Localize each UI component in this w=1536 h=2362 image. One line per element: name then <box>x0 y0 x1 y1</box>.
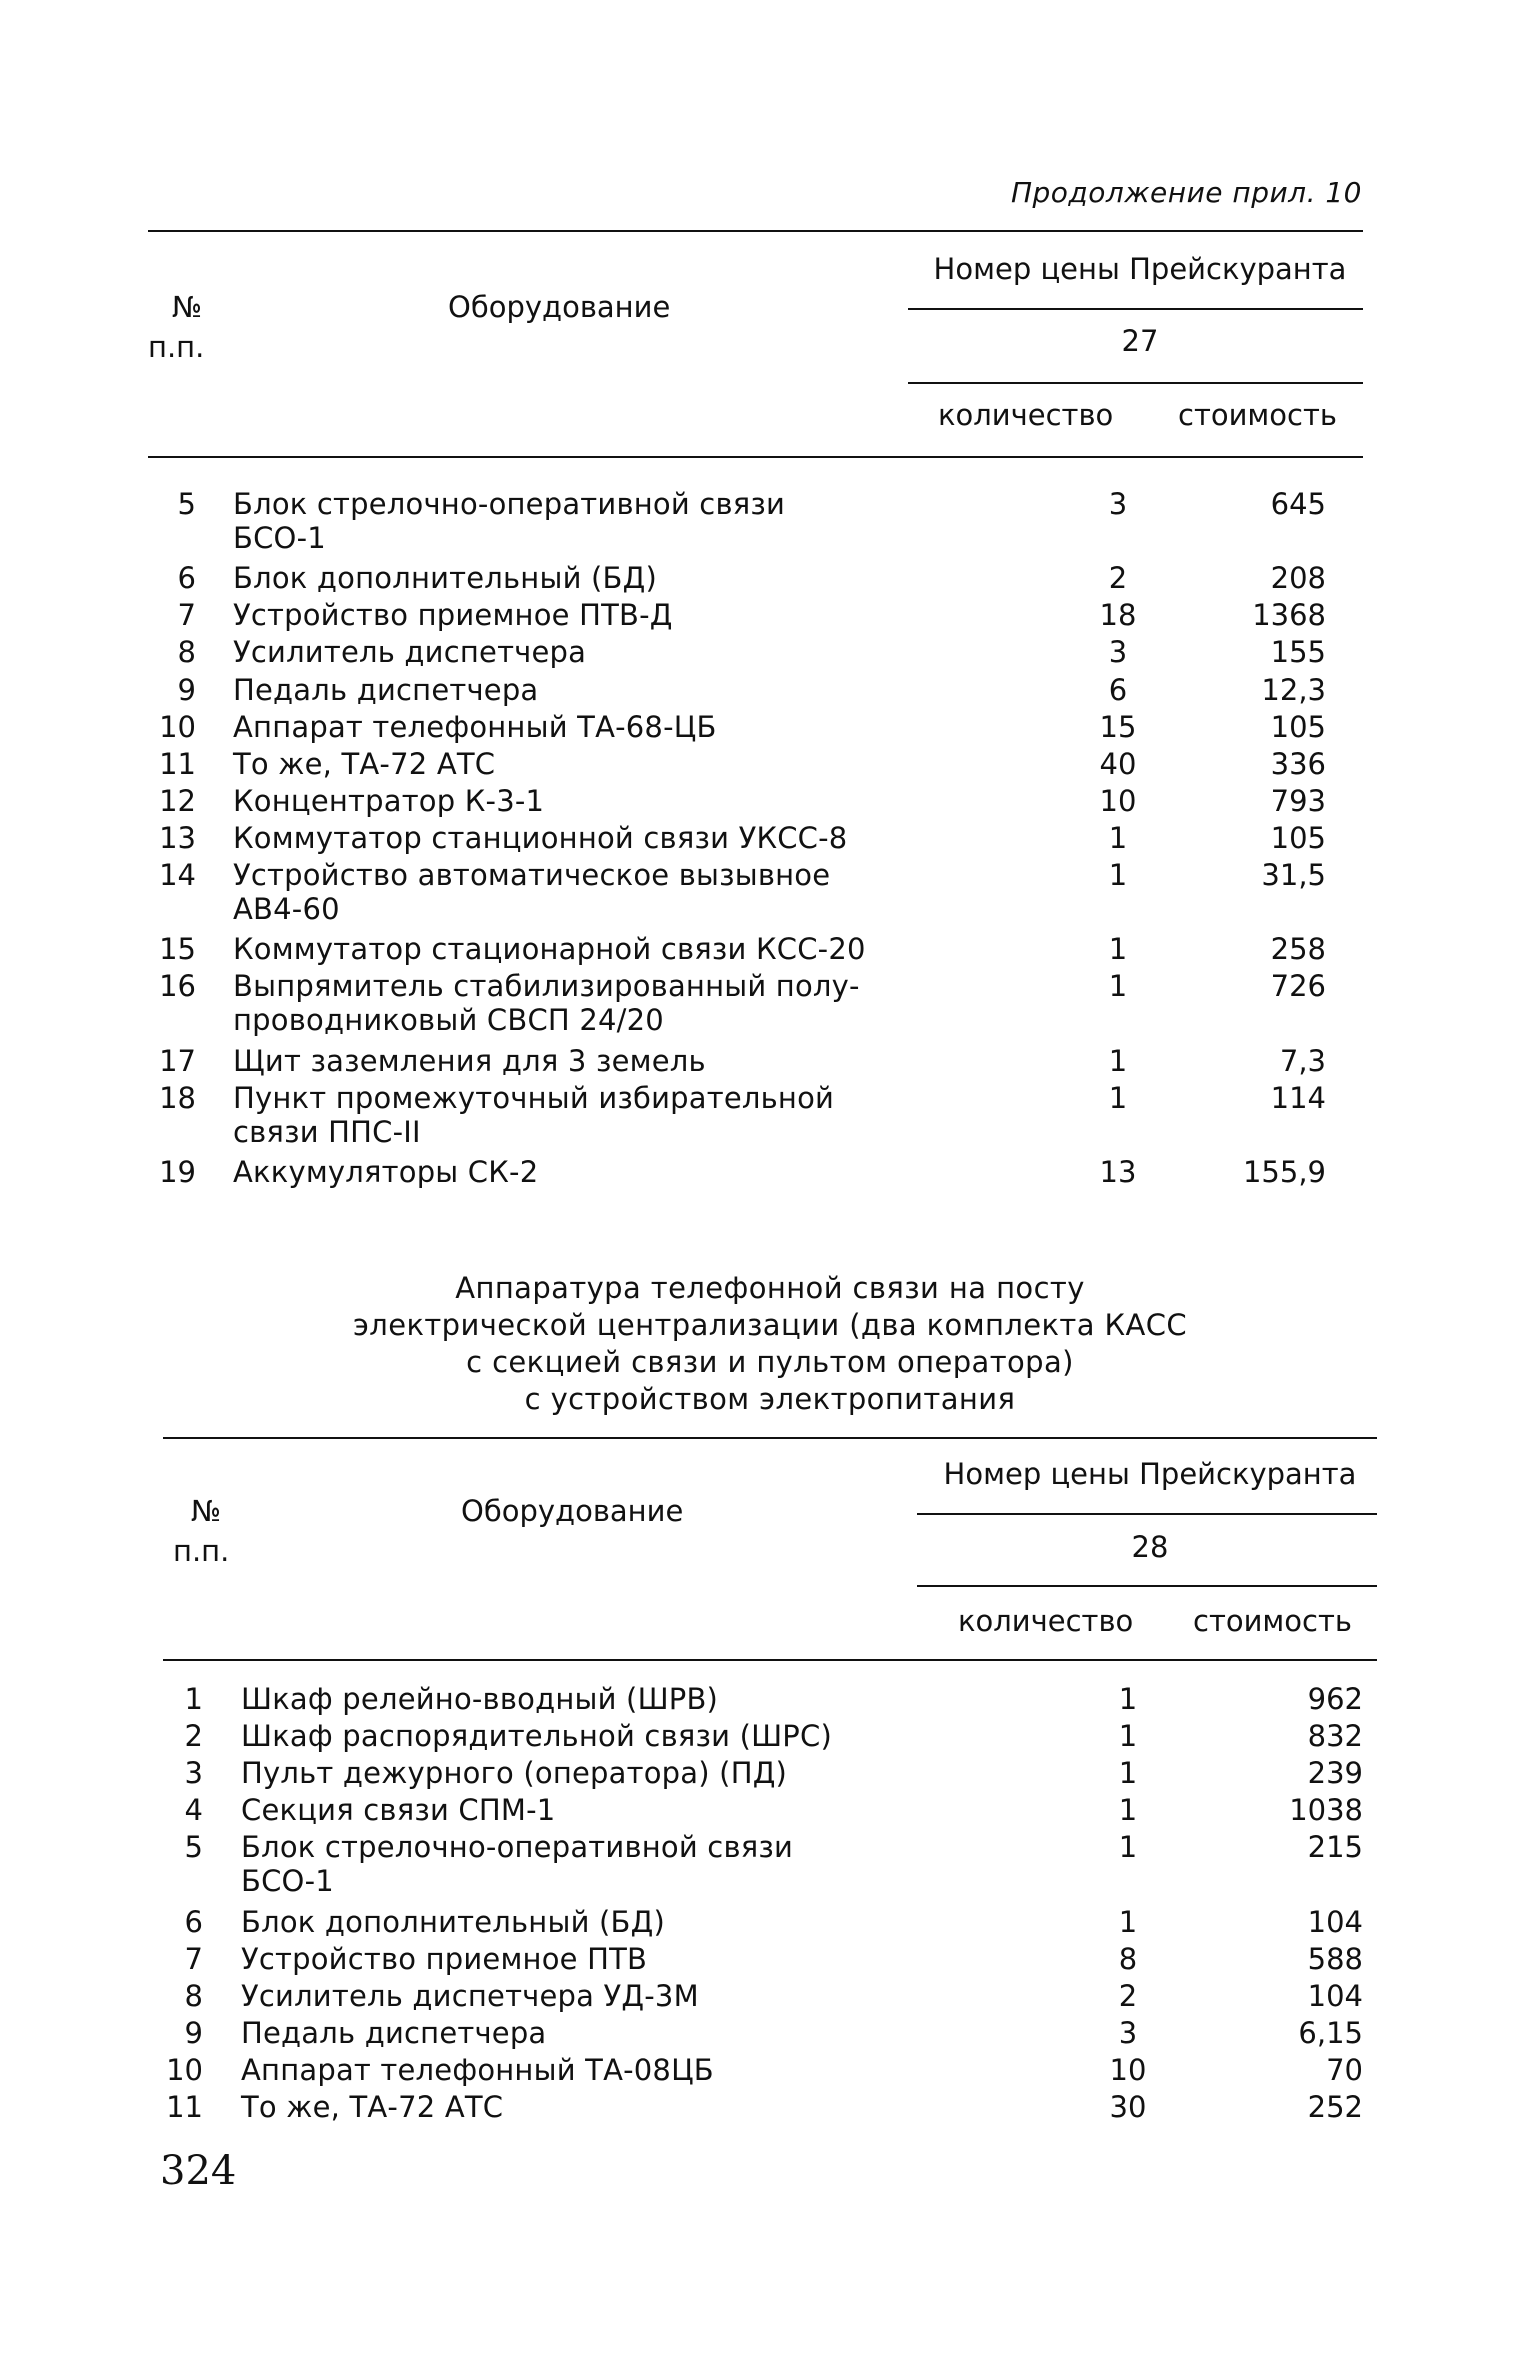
col-header-price-number: 27 <box>1121 324 1159 358</box>
equipment-name-line: Устройство приемное ПТВ <box>241 1941 648 1976</box>
equipment-name <box>233 598 673 632</box>
quantity-cell: 1 <box>1118 1719 1138 1754</box>
equipment-name <box>233 561 657 595</box>
row-number: 4 <box>184 1793 203 1828</box>
cost-cell: 588 <box>1307 1941 1363 1976</box>
row-number: 18 <box>159 1080 196 1115</box>
cost-cell: 155,9 <box>1242 1154 1326 1189</box>
equipment-name <box>241 1905 665 1939</box>
section-title-line: Аппаратура телефонной связи на посту <box>455 1271 1085 1305</box>
cost-cell: 7,3 <box>1279 1043 1326 1078</box>
row-number: 11 <box>159 746 196 781</box>
equipment-name-line: Аппарат телефонный ТА-08ЦБ <box>241 2053 714 2087</box>
equipment-name <box>233 1155 538 1189</box>
equipment-name-line: Аккумуляторы СК-2 <box>233 1154 539 1189</box>
row-number: 12 <box>159 783 196 818</box>
quantity-cell: 10 <box>1099 783 1137 818</box>
header-rule-2 <box>917 1585 1377 1587</box>
col-header-no: № <box>191 1494 222 1528</box>
header-rule-1 <box>917 1513 1377 1515</box>
equipment-name <box>241 2016 546 2050</box>
cost-cell: 1368 <box>1252 598 1326 633</box>
quantity-cell: 1 <box>1118 1904 1138 1939</box>
quantity-cell: 1 <box>1118 1793 1138 1828</box>
cost-cell: 6,15 <box>1298 2015 1363 2050</box>
equipment-name-line: Усилитель диспетчера <box>233 635 587 670</box>
quantity-cell: 8 <box>1118 1941 1138 1976</box>
quantity-cell: 1 <box>1108 820 1128 855</box>
row-number: 7 <box>177 598 196 633</box>
cost-cell: 104 <box>1307 1978 1363 2013</box>
row-number: 17 <box>159 1043 196 1078</box>
equipment-name-line: БСО-1 <box>241 1864 334 1899</box>
cost-cell: 208 <box>1270 561 1326 596</box>
row-number: 15 <box>159 932 196 967</box>
equipment-name-line: Педаль диспетчера <box>233 672 539 707</box>
equipment-name-line: Блок стрелочно-оперативной связи <box>233 487 786 521</box>
equipment-name-line: Устройство автоматическое вызывное <box>233 858 831 892</box>
quantity-cell: 1 <box>1118 1756 1138 1791</box>
cost-cell: 105 <box>1270 709 1326 744</box>
quantity-cell: 2 <box>1118 1978 1138 2013</box>
quantity-cell: 13 <box>1099 1154 1137 1189</box>
col-header-no: № <box>172 290 203 324</box>
equipment-name <box>233 635 586 669</box>
page-number: 324 <box>160 2148 237 2194</box>
cost-cell: 962 <box>1307 1682 1363 1716</box>
equipment-name-line: Коммутатор станционной связи УКСС-8 <box>233 820 848 855</box>
equipment-name <box>233 710 717 744</box>
equipment-name-line: БСО-1 <box>233 521 326 555</box>
section-title-line: с секцией связи и пультом оператора) <box>466 1345 1074 1379</box>
quantity-cell: 3 <box>1118 2015 1138 2050</box>
cost-cell: 105 <box>1270 820 1326 855</box>
equipment-name-line: Секция связи СПМ-1 <box>241 1793 556 1828</box>
quantity-cell: 40 <box>1099 746 1137 781</box>
section-title-line: электрической централизации (два комплекта КАСС <box>352 1308 1188 1342</box>
equipment-name <box>233 747 495 781</box>
equipment-name-line: Коммутатор стационарной связи КСС-20 <box>233 932 866 967</box>
equipment-name-line: Выпрямитель стабилизированный полу- <box>233 969 860 1004</box>
quantity-cell: 1 <box>1118 1830 1138 1865</box>
equipment-name <box>241 2090 503 2124</box>
equipment-name-line: Концентратор К-3-1 <box>233 783 545 818</box>
row-number: 3 <box>184 1756 203 1791</box>
quantity-cell: 1 <box>1108 1043 1128 1078</box>
equipment-name-line: Блок дополнительный (БД) <box>241 1904 666 1939</box>
row-number: 1 <box>184 1682 203 1716</box>
quantity-cell: 30 <box>1109 2090 1147 2125</box>
row-number: 5 <box>177 487 196 521</box>
quantity-cell: 10 <box>1109 2053 1147 2087</box>
row-number: 5 <box>184 1830 203 1865</box>
equipment-name-line: связи ППС-II <box>233 1114 421 1149</box>
col-header-quantity: количество <box>958 1604 1134 1638</box>
table-top-rule <box>163 1437 1377 1439</box>
equipment-name-line: Шкаф релейно-вводный (ШРВ) <box>241 1682 719 1716</box>
equipment-name-line: То же, ТА-72 АТС <box>233 746 496 781</box>
equipment-name-line: Усилитель диспетчера УД-3М <box>241 1978 699 2013</box>
quantity-cell: 1 <box>1108 969 1128 1004</box>
equipment-name <box>241 1979 699 2013</box>
cost-cell: 1038 <box>1289 1793 1363 1828</box>
row-number: 11 <box>166 2090 203 2125</box>
quantity-cell: 2 <box>1108 561 1128 596</box>
equipment-name-line: Педаль диспетчера <box>241 2015 547 2050</box>
header-bottom-rule <box>163 1659 1377 1661</box>
row-number: 7 <box>184 1941 203 1976</box>
cost-cell: 31,5 <box>1261 858 1326 892</box>
price-table-28 <box>163 1437 1377 2137</box>
col-header-equipment: Оборудование <box>448 290 671 324</box>
equipment-name-line: Пульт дежурного (оператора) (ПД) <box>241 1756 788 1791</box>
equipment-name <box>233 784 544 818</box>
quantity-cell: 3 <box>1108 487 1128 521</box>
equipment-name <box>233 1081 834 1149</box>
section-title-line: с устройством электропитания <box>524 1382 1016 1416</box>
equipment-name <box>241 2053 714 2087</box>
equipment-name <box>241 1942 647 1976</box>
row-number: 8 <box>177 635 196 670</box>
price-table-27 <box>148 230 1363 1210</box>
row-number: 14 <box>159 858 196 892</box>
col-header-no-pp: п.п. <box>148 330 205 364</box>
row-number: 9 <box>177 672 196 707</box>
equipment-name <box>233 487 785 555</box>
header-rule-1 <box>908 308 1363 310</box>
col-header-equipment: Оборудование <box>461 1494 684 1528</box>
cost-cell: 104 <box>1307 1904 1363 1939</box>
equipment-name <box>233 673 538 707</box>
row-number: 10 <box>166 2053 203 2087</box>
equipment-name-line: Шкаф распорядительной связи (ШРС) <box>241 1719 832 1754</box>
cost-cell: 645 <box>1270 487 1326 521</box>
equipment-name <box>233 858 830 926</box>
cost-cell: 258 <box>1270 932 1326 967</box>
row-number: 2 <box>184 1719 203 1754</box>
equipment-name <box>241 1756 787 1790</box>
quantity-cell: 1 <box>1108 1080 1128 1115</box>
col-header-price-list: Номер цены Прейскуранта <box>943 1457 1357 1491</box>
row-number: 6 <box>177 561 196 596</box>
equipment-name-line: АВ4-60 <box>233 892 340 926</box>
equipment-name <box>233 932 866 966</box>
col-header-quantity: количество <box>938 398 1114 432</box>
col-header-price-list: Номер цены Прейскуранта <box>933 252 1347 286</box>
equipment-name-line: Блок стрелочно-оперативной связи <box>241 1830 794 1865</box>
equipment-name <box>241 1830 793 1898</box>
quantity-cell: 18 <box>1099 598 1137 633</box>
cost-cell: 726 <box>1270 969 1326 1004</box>
cost-cell: 155 <box>1270 635 1326 670</box>
row-number: 19 <box>159 1154 196 1189</box>
header-rule-2 <box>908 382 1363 384</box>
row-number: 13 <box>159 820 196 855</box>
section-title <box>260 1270 1280 1418</box>
cost-cell: 215 <box>1307 1830 1363 1865</box>
equipment-name <box>241 1793 555 1827</box>
cost-cell: 12,3 <box>1261 672 1326 707</box>
col-header-price-number: 28 <box>1131 1530 1169 1564</box>
quantity-cell: 6 <box>1108 672 1128 707</box>
equipment-name <box>233 821 847 855</box>
quantity-cell: 1 <box>1108 858 1128 892</box>
quantity-cell: 1 <box>1118 1682 1138 1716</box>
col-header-no-pp: п.п. <box>173 1534 230 1568</box>
page-caption: Продолжение прил. 10 <box>1010 176 1362 209</box>
row-number: 8 <box>184 1978 203 2013</box>
table-top-rule <box>148 230 1363 232</box>
cost-cell: 252 <box>1307 2090 1363 2125</box>
cost-cell: 114 <box>1270 1080 1326 1115</box>
equipment-name-line: Аппарат телефонный ТА-68-ЦБ <box>233 709 717 744</box>
col-header-cost: стоимость <box>1178 398 1337 432</box>
equipment-name <box>241 1719 832 1753</box>
equipment-name-line: Пункт промежуточный избирательной <box>233 1080 835 1115</box>
row-number: 16 <box>159 969 196 1004</box>
equipment-name-line: Блок дополнительный (БД) <box>233 561 658 596</box>
cost-cell: 70 <box>1326 2053 1363 2087</box>
row-number: 10 <box>159 709 196 744</box>
cost-cell: 336 <box>1270 746 1326 781</box>
equipment-name-line: То же, ТА-72 АТС <box>241 2090 504 2125</box>
quantity-cell: 15 <box>1099 709 1137 744</box>
row-number: 9 <box>184 2015 203 2050</box>
row-number: 6 <box>184 1904 203 1939</box>
equipment-name-line: Щит заземления для 3 земель <box>233 1043 706 1078</box>
equipment-name <box>241 1682 718 1716</box>
equipment-name <box>233 1044 706 1078</box>
equipment-name-line: проводниковый СВСП 24/20 <box>233 1003 664 1038</box>
equipment-name-line: Устройство приемное ПТВ-Д <box>233 598 673 633</box>
cost-cell: 239 <box>1307 1756 1363 1791</box>
col-header-cost: стоимость <box>1193 1604 1352 1638</box>
quantity-cell: 1 <box>1108 932 1128 967</box>
quantity-cell: 3 <box>1108 635 1128 670</box>
cost-cell: 793 <box>1270 783 1326 818</box>
equipment-name <box>233 969 860 1037</box>
header-bottom-rule <box>148 456 1363 458</box>
cost-cell: 832 <box>1307 1719 1363 1754</box>
